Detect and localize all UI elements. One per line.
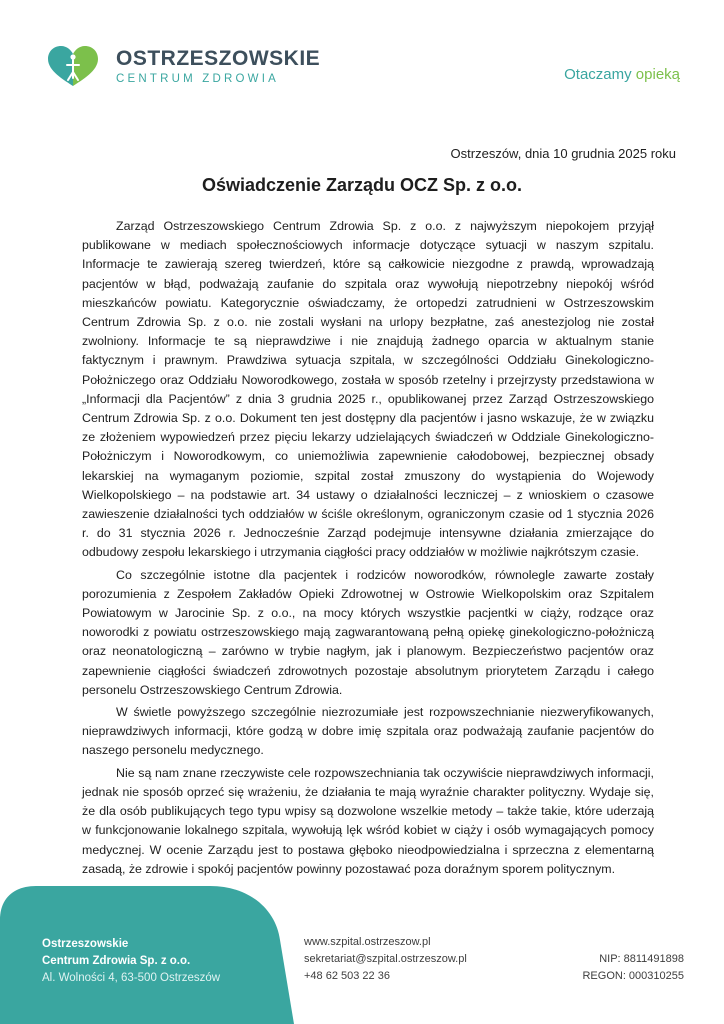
footer-identifiers	[582, 951, 684, 985]
paragraph-1: Zarząd Ostrzeszowskiego Centrum Zdrowia Sp. z o.o. z najwyższym niepokojem przyjął publikowane w mediach społecznościowych informacje dotyczące sytuacji w naszym szpitalu. Informacje te zawierają szereg twierdzeń, które są całkowicie niezgodne z prawdą, wprowadzają pacjentów w błąd, podważają zaufanie do szpitala oraz wywołują niepotrzebny niepokój wśród mieszkańców powiatu. Kategorycznie oświadczamy, że ortopedzi zatrudnieni w Ostrzeszowskim Centrum Zdrowia Sp. z o.o. nie zostali wysłani na urlopy bezpłatne, zaś anestezjolog nie został zwolniony. Informacje te są nieprawdziwe i nie znajdują żadnego oparcia w aktualnym stanie faktycznym i prawnym. Prawdziwa sytuacja szpitala, w szczególności Oddziału Ginekologiczno-Położniczego oraz Oddziału Noworodkowego, została w sposób rzetelny i przejrzysty przedstawiona w „Informacji dla Pacjentów” z dnia 3 grudnia 2025 r., opublikowanej przez Zarząd Ostrzeszowskiego Centrum Zdrowia Sp. z o.o. Dokument ten jest dostępny dla pacjentów i jasno wskazuje, że w związku ze złożeniem wypowiedzeń przez pięciu lekarzy udzielających świadczeń w Oddziale Ginekologiczno-Położniczym i Noworodkowym, co uniemożliwia zapewnienie całodobowej, bezpiecznej obsady lekarskiej na wymaganym poziomie, szpital został zmuszony do wystąpienia do Wojewody Wielkopolskiego – na podstawie art. 34 ustawy o działalności leczniczej – z wnioskiem o czasowe zawieszenie działalności tych oddziałów w ściśle określonym, ograniczonym czasie od 1 stycznia 2026 r. do 31 stycznia 2026 r. Jednocześnie Zarząd podejmuje intensywne działania zmierzające do odbudowy zespołu lekarskiego i utrzymania ciągłości pracy oddziałów w możliwie najkrótszym czasie.	[82, 219, 654, 560]
heart-logo-icon	[42, 44, 104, 88]
letter-body	[82, 217, 654, 882]
date-line: Ostrzeszów, dnia 10 grudnia 2025 roku	[450, 146, 676, 161]
regon-number: REGON: 000310255	[582, 970, 684, 982]
email-link[interactable]: sekretariat@szpital.ostrzeszow.pl	[304, 953, 467, 965]
logo-subtitle: CENTRUM ZDROWIA	[116, 72, 279, 85]
company-name-line1: Ostrzeszowskie	[42, 938, 129, 950]
paragraph-2: Co szczególnie istotne dla pacjentek i rodziców noworodków, równolegle zawarte zostały porozumienia z Zespołem Zakładów Opieki Zdrowotnej w Ostrowie Wielkopolskim oraz Szpitalem Powiatowym w Jarocinie Sp. z o.o., na mocy których wszystkie pacjentki w ciąży, rodzące oraz noworodki z powiatu ostrzeszowskiego mają zagwarantowaną pełną opiekę ginekologiczno-położniczą oraz neonatologiczną – zarówno w trybie nagłym, jak i planowym. Bezpieczeństwo pacjentów oraz zapewnienie ciągłości świadczeń zdrowotnych pozostaje absolutnym priorytetem Zarządu i całego personelu Ostrzeszowskiego Centrum Zdrowia.	[82, 567, 654, 697]
phone-number: +48 62 503 22 36	[304, 970, 390, 982]
tagline	[564, 66, 680, 83]
footer-contact	[304, 934, 467, 985]
website-link[interactable]: www.szpital.ostrzeszow.pl	[304, 936, 431, 948]
nip-number: NIP: 8811491898	[599, 953, 684, 965]
paragraph-3: W świetle powyższego szczególnie niezrozumiałe jest rozpowszechnianie niezweryfikowanych, nieprawdziwych informacji, które godzą w dobre imię szpitala oraz podważają zaufanie pacjentów do naszego personelu medycznego.	[82, 705, 654, 758]
company-name-line2: Centrum Zdrowia Sp. z o.o.	[42, 955, 191, 967]
footer-company	[42, 936, 220, 987]
company-address: Al. Wolności 4, 63-500 Ostrzeszów	[42, 972, 221, 984]
logo-name: OSTRZESZOWSKIE	[116, 46, 321, 70]
tagline-accent: opieką	[635, 66, 680, 83]
paragraph-4: Nie są nam znane rzeczywiste cele rozpowszechniania tak oczywiście nieprawdziwych informacji, jednak nie sposób oprzeć się wrażeniu, że działania te mają wyraźnie charakter polityczny. Wydaje się, że dla osób publikujących tego typu wpisy są dozwolone wszelkie metody – także takie, które uderzają w funkcjonowanie lokalnego szpitala, wywołują lęk wśród kobiet w ciąży i osób wymagających pomocy medycznej. W ocenie Zarządu jest to postawa głęboko nieodpowiedzialna i sprzeczna z elementarną zasadą, że zdrowie i spokój pacjentów powinny pozostawać poza doraźnym sporem politycznym.	[82, 765, 654, 876]
tagline-main: Otaczamy	[564, 66, 632, 83]
logo	[42, 44, 320, 88]
document-title: Oświadczenie Zarządu OCZ Sp. z o.o.	[201, 175, 523, 195]
